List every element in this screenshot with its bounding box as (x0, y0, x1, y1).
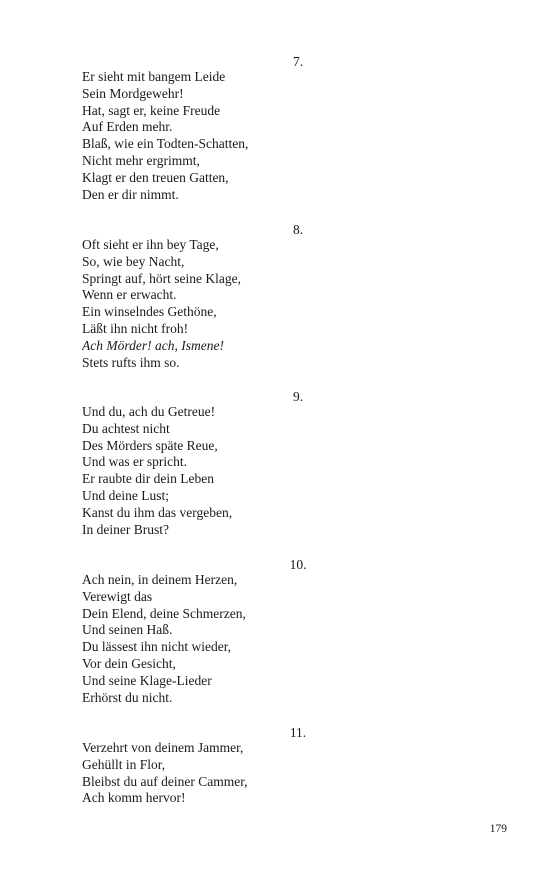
verse-line: Ach Mörder! ach, Ismene! (82, 337, 224, 353)
verse-line: Oft sieht er ihn bey Tage, (82, 237, 219, 252)
page-number: 179 (489, 823, 507, 835)
verse-line: Du lässest ihn nicht wieder, (82, 639, 232, 655)
verse-line: Auf Erden mehr. (82, 119, 173, 135)
verse-line: Dein Elend, deine Schmerzen, (82, 605, 246, 621)
verse-line: Ein winselndes Gethöne, (82, 304, 217, 320)
verse-line: Und seinen Haß. (82, 622, 173, 638)
stanza (82, 69, 382, 203)
verse-line: Du achtest nicht (82, 420, 170, 436)
stanza-number: 11. (289, 725, 307, 740)
verse-line: Den er dir nimmt. (82, 186, 179, 202)
verse-line: Nicht mehr ergrimmt, (82, 152, 200, 168)
stanza (82, 237, 382, 371)
verse-line: Und seine Klage-Lieder (82, 672, 212, 688)
stanza-number: 8. (292, 222, 304, 237)
verse-line: Klagt er den treuen Gatten, (82, 169, 229, 185)
verse-line: Vor dein Gesicht, (82, 655, 176, 671)
verse-line: Er raubte dir dein Leben (82, 471, 214, 487)
verse-line: Er sieht mit bangem Leide (82, 69, 226, 84)
verse-line: Bleibst du auf deiner Cammer, (82, 773, 248, 789)
verse-line: Verewigt das (82, 588, 153, 604)
verse-line: Stets rufts ihm so. (82, 354, 180, 370)
verse-line: Wenn er erwacht. (82, 287, 177, 303)
stanza (82, 572, 382, 706)
verse-line: Springt auf, hört seine Klage, (82, 270, 241, 286)
verse-line: Hat, sagt er, keine Freude (82, 102, 221, 118)
verse-line: Und deine Lust; (82, 487, 169, 503)
verse-line: Des Mörders späte Reue, (82, 437, 218, 453)
verse-line: Verzehrt von deinem Jammer, (82, 740, 244, 755)
verse-line: Und du, ach du Getreue! (82, 404, 216, 419)
stanza-number: 7. (292, 54, 304, 69)
stanza-number: 10. (289, 557, 307, 572)
verse-line: Erhörst du nicht. (82, 689, 173, 705)
verse-line: Kanst du ihm das vergeben, (82, 504, 233, 520)
verse-line: Läßt ihn nicht froh! (82, 320, 189, 336)
stanza-number: 9. (292, 389, 304, 404)
verse-line: Ach komm hervor! (82, 790, 186, 806)
stanza (82, 740, 382, 807)
verse-line: Blaß, wie ein Todten-Schatten, (82, 136, 249, 152)
stanza (82, 404, 382, 538)
verse-line: Ach nein, in deinem Herzen, (82, 572, 238, 587)
verse-line: In deiner Brust? (82, 521, 169, 537)
verse-line: Sein Mordgewehr! (82, 85, 184, 101)
verse-line: Gehüllt in Flor, (82, 756, 166, 772)
verse-line: So, wie bey Nacht, (82, 253, 185, 269)
verse-line: Und was er spricht. (82, 454, 187, 470)
